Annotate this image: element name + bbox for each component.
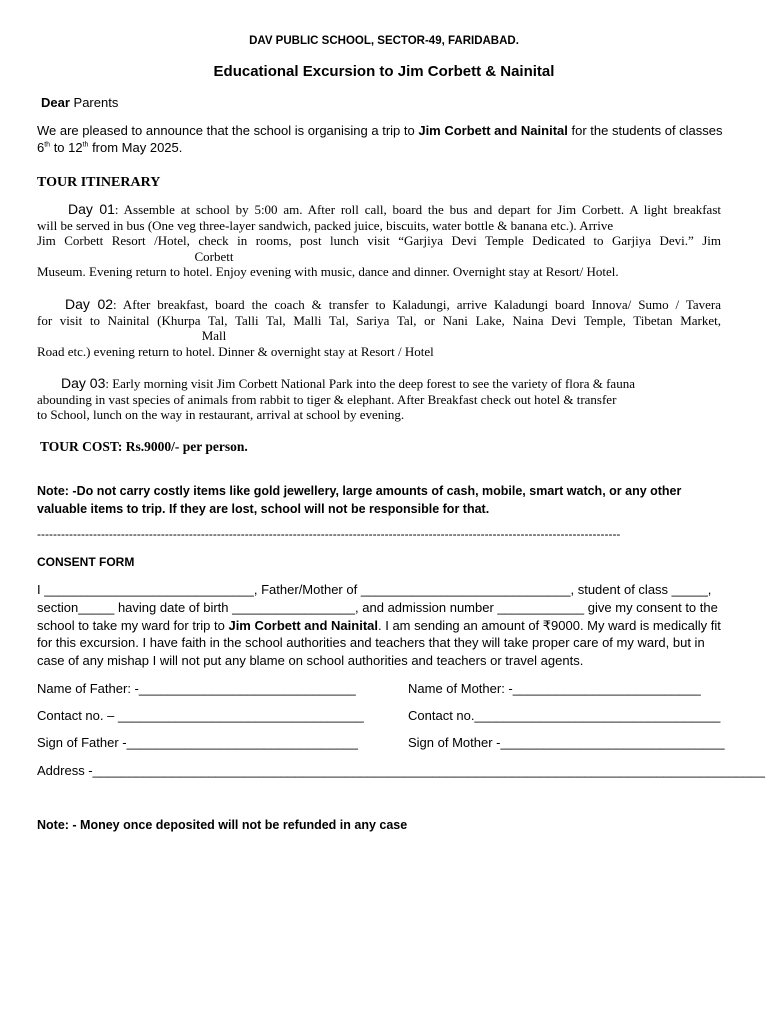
day-1-line-4: Corbett [194,248,234,264]
day-3-line-2: abounding in vast species of animals from rabbit to tiger & elephant. After Breakfast check out hotel & transfer [37,391,617,407]
announcement-destination: Jim Corbett and Nainital [418,123,568,138]
day-1-label: Day 01 [68,201,115,217]
address-field[interactable]: Address -_____________________________________________________________________________________________ [37,763,766,778]
mother-sign-field[interactable]: Sign of Mother -_______________________________ [408,735,725,750]
page-title: Educational Excursion to Jim Corbett & Nainital [213,63,555,80]
itinerary-day-2 [37,297,721,359]
school-name: DAV PUBLIC SCHOOL, SECTOR-49, FARIDABAD. [249,35,519,47]
announcement [37,122,727,156]
consent-text [37,581,727,670]
divider: -------------------------------------------------------------------------------------------------------------------------------------------------- [37,527,621,541]
day-2-line-1: : After breakfast, board the coach & transfer to Kaladungi, arrive Kaladungi board Innova/ Sumo / Tavera [113,297,721,312]
announcement-from-class: 6 [37,140,45,155]
itinerary-day-3 [37,376,697,423]
announcement-to-sup: th [82,141,89,149]
consent-heading: CONSENT FORM [37,555,135,569]
consent-text-2: . I am sending an amount of ₹9000. My ward is medically fit for this excursion. I have faith in the school authorities and teachers that they will take proper care of my ward, but in case of any mishap I will not put any blame on school authorities and teachers or travel agents. [37,617,721,669]
greeting [41,95,118,110]
day-2-line-2: for visit to Nainital (Khurpa Tal, Talli Tal, Malli Tal, Sariya Tal, or Nani Lake, Naina Devi Temple, Tibetan Market, [37,312,721,328]
note-refund: Note: - Money once deposited will not be refunded in any case [37,818,408,832]
announcement-to: to 12 [50,140,83,155]
announcement-part1: We are pleased to announce that the school is organising a trip to [37,123,419,138]
day-1-line-2: will be served in bus (One veg three-layer sandwich, packed juice, biscuits, water bottle & banana etc.). Arrive [37,217,614,233]
greeting-parents: Parents [69,95,119,110]
consent-text-1: I _____________________________, Father/Mother of _____________________________, student of class _____, section_____ having date of birth _________________, and admission number ____________ give my consent to the school to take my ward for trip to [37,582,718,633]
day-3-line-1: : Early morning visit Jim Corbett National Park into the deep forest to see the variety of flora & fauna [105,376,635,391]
day-2-label: Day 02 [65,296,114,312]
father-sign-field[interactable]: Sign of Father -________________________________ [37,735,358,750]
greeting-dear: Dear [41,95,70,110]
day-3-line-3: to School, lunch on the way in restaurant, arrival at school by evening. [37,407,405,422]
day-2-line-4: Road etc.) evening return to hotel. Dinner & overnight stay at Resort / Hotel [37,343,434,359]
announcement-date: from May 2025. [88,140,183,155]
father-name-field[interactable]: Name of Father: -______________________________ [37,681,356,696]
day-3-label: Day 03 [61,375,106,391]
day-1-line-3: Jim Corbett Resort /Hotel, check in rooms, post lunch visit “Garjiya Devi Temple Dedicated to Garjiya Devi.” Jim [37,233,721,248]
note-valuables: Note: -Do not carry costly items like gold jewellery, large amounts of cash, mobile, smart watch, or any other valuable items to trip. If they are lost, school will not be responsible for that. [37,484,682,516]
mother-name-field[interactable]: Name of Mother: -__________________________ [408,681,701,696]
day-1-line-5: Museum. Evening return to hotel. Enjoy evening with music, dance and dinner. Overnight stay at Resort/ Hotel. [37,264,619,279]
itinerary-day-1 [37,202,721,280]
itinerary-heading: TOUR ITINERARY [37,175,161,190]
announcement-part2: for the students of classes [567,123,723,138]
day-2-line-3: Mall [201,328,227,343]
father-contact-field[interactable]: Contact no. – __________________________________ [37,708,364,723]
announcement-from-sup: th [44,141,51,149]
day-1-line-1: : Assemble at school by 5:00 am. After roll call, board the bus and depart for Jim Corbett. A light breakfast [114,202,721,217]
tour-cost: TOUR COST: Rs.9000/- per person. [40,439,248,454]
consent-destination: Jim Corbett and Nainital [228,617,378,633]
mother-contact-field[interactable]: Contact no.__________________________________ [408,708,721,723]
